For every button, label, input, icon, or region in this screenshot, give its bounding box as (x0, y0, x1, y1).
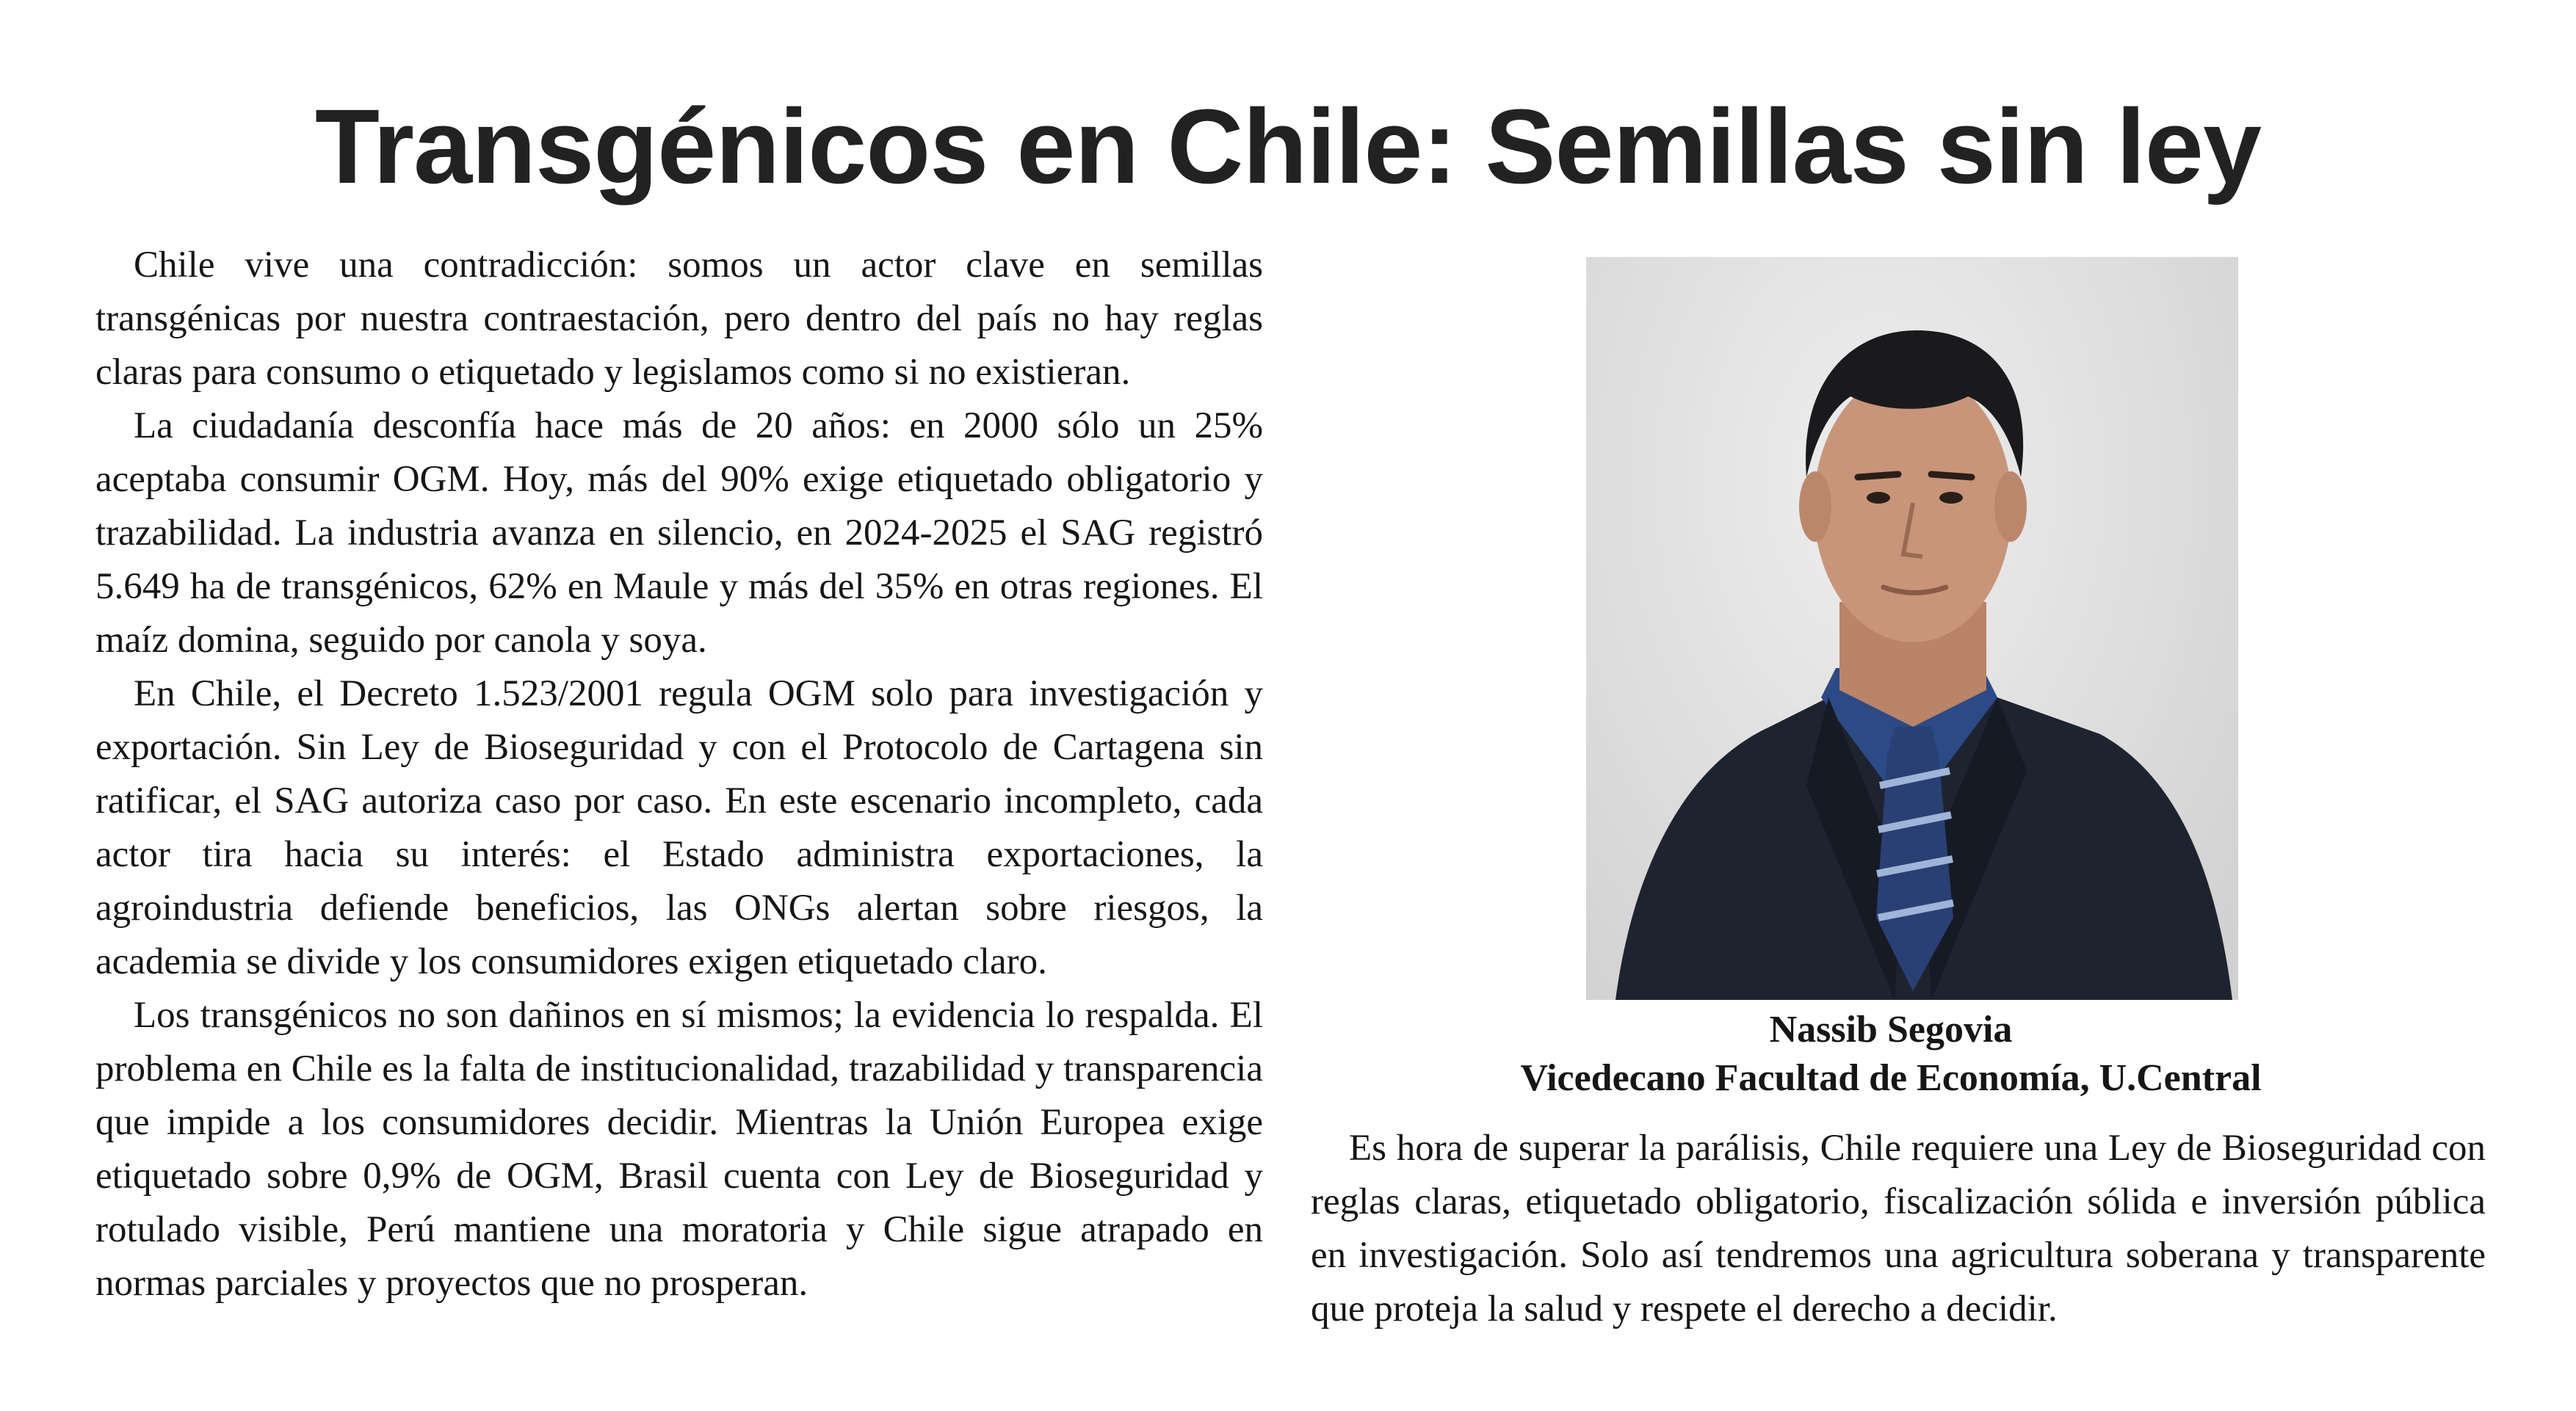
paragraph-1: Chile vive una contradicción: somos un actor clave en semillas transgénicas por nuestra contraestación, pero dentro del país no hay reglas claras para consumo o etiquetado y legislamos como si no existieran. (95, 244, 1263, 393)
paragraph-5: Es hora de superar la parálisis, Chile requiere una Ley de Bioseguridad con reglas claras, etiquetado obligatorio, fiscalización sólida e inversión pública en investigación. Solo así tendremos una agricultura soberana y transparente que proteja la salud y respete el derecho a decidir. (1311, 1128, 2486, 1330)
author-photo (1586, 257, 2238, 1000)
article-title: Transgénicos en Chile: Semillas sin ley (314, 87, 2262, 206)
right-column (1311, 1122, 2486, 1336)
paragraph-2: La ciudadanía desconfía hace más de 20 años: en 2000 sólo un 25% aceptaba consumir OGM. Hoy, más del 90% exige etiquetado obligatorio y trazabilidad. La industria avanza en silencio, en 2024-2025 el SAG registró 5.649 ha de transgénicos, 62% en Maule y más del 35% en otras regiones. El maíz domina, seguido por canola y soya. (95, 405, 1263, 661)
paragraph-3: En Chile, el Decreto 1.523/2001 regula OGM solo para investigación y exportación. Sin Ley de Bioseguridad y con el Protocolo de Cartagena sin ratificar, el SAG autoriza caso por caso. En este escenario incompleto, cada actor tira hacia su interés: el Estado administra exportaciones, la agroindustria defiende beneficios, las ONGs alertan sobre riesgos, la academia se divide y los consumidores exigen etiquetado claro. (95, 673, 1263, 982)
author-name: Nassib Segovia (1769, 1009, 2013, 1051)
paragraph-4: Los transgénicos no son dañinos en sí mismos; la evidencia lo respalda. El problema en Chile es la falta de institucionalidad, trazabilidad y transparencia que impide a los consumidores decidir. Mientras la Unión Europea exige etiquetado sobre 0,9% de OGM, Brasil cuenta con Ley de Bioseguridad y rotulado visible, Perú mantiene una moratoria y Chile sigue atrapado en normas parciales y proyectos que no prosperan. (95, 995, 1263, 1304)
author-portrait-illustration (1586, 257, 2238, 1000)
author-position: Vicedecano Facultad de Economía, U.Central (1520, 1057, 2262, 1099)
photo-caption (1322, 1006, 2460, 1103)
left-column (95, 239, 1263, 1310)
